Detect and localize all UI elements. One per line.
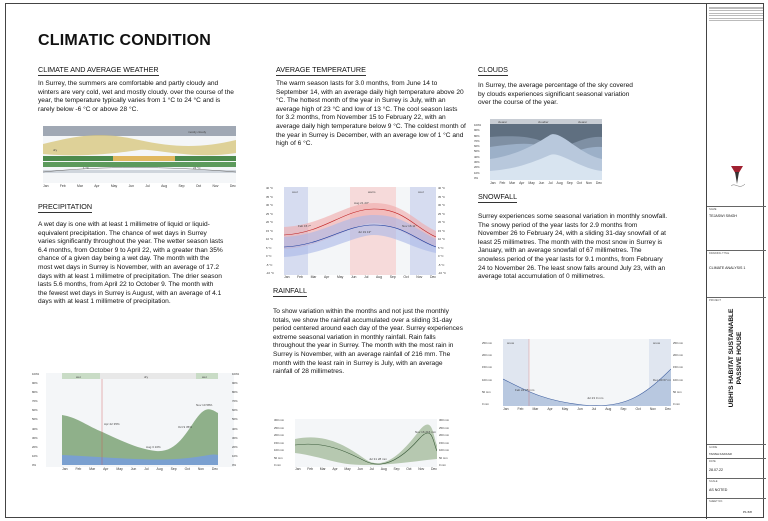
axis-tick-label: 40% [32, 426, 38, 431]
temp-annotation-nov16: Nov 16 11° [402, 224, 417, 228]
axis-tick-label: 90% [32, 381, 38, 386]
axis-tick-label: 10 °C [266, 237, 274, 241]
drawing-sheet [5, 3, 764, 518]
axis-tick-label: 80% [232, 390, 238, 395]
snow-annotation-dec30: Dec 30 67 mm [653, 378, 671, 382]
axis-tick-label: 0 mm [439, 463, 446, 467]
date-label: DATE [709, 460, 716, 463]
section-text-temperature: The warm season lasts for 3.0 months, from June 14 to September 14, with an average daily high temperature above 20 °C. The hottest month of the year in Surrey is July, with an average high of 23 °C and low of 13 °C. The cool season lasts for 3.2 months, from November 15 to February 22, with an average daily high temperature below 9 °C. The coldest month of the year in Surrey is December, with an average low of 1 °C and high of 6 °C. [276, 80, 466, 148]
axis-tick-label: 150 mm [439, 440, 450, 445]
month-label: Jul [548, 181, 553, 185]
axis-tick-label: 60% [32, 408, 38, 413]
axis-tick-label: 50 mm [482, 389, 491, 394]
month-label: Nov [649, 407, 656, 411]
section-text-precipitation: A wet day is one with at least 1 millimetre of liquid or liquid-equivalent precipitation. The chance of wet days in Surrey varies significantly throughout the year. The wetter season lasts 6.4 months, from October 9 to April 22, with a greater than 35% chance of a given day being a wet day. The month with the most wet days in Surrey is November, with an average of 17.2 days with at least 1 millimetre of precipitation. The drier season lasts 5.6 months, from April 22 to October 9. The month with the fewest wet days in Surrey is August, with an average of 4.1 days with at least 1 millimetre of precipitation. [38, 221, 224, 306]
section-text-snowfall: Surrey experiences some seasonal variation in monthly snowfall. The snowy period of the year lasts for 2.9 months from November 26 to February 24, with a sliding 31-day snowfall of at least 25 millimetres. The month with the most snow in Surrey is January, with an average snowfall of 67 millimetres. The snowless period of the year lasts for 9.1 months, from February 24 to November 26. The least snow falls around July 23, with an average total accumulation of 0 millimetres. [478, 213, 668, 281]
wet-annotation-nov10: Nov 10 58% [196, 403, 213, 407]
axis-tick-label: 150 mm [482, 365, 493, 370]
weather-summary-chart [43, 126, 236, 183]
axis-tick-label: 50 mm [673, 389, 682, 394]
section-heading-temperature: AVERAGE TEMPERATURE [276, 65, 366, 74]
project-label: PROJECT [709, 299, 722, 302]
section-heading-snowfall: SNOWFALL [478, 192, 518, 201]
scale-label: SCALE [709, 480, 718, 483]
axis-tick-label: 90% [232, 381, 238, 386]
rain-annotation-nov16: Nov 16 216 mm [415, 430, 437, 434]
month-label: Oct [403, 275, 409, 279]
month-label: May [116, 467, 123, 471]
month-label: Jan [284, 275, 290, 279]
axis-tick-label: 80% [32, 390, 38, 395]
axis-tick-label: 70% [32, 399, 38, 404]
month-label: Jan [43, 184, 49, 188]
month-label: Mar [89, 467, 96, 471]
drawing-title-label: DRAWING TITLE [709, 252, 730, 255]
month-label: Mar [310, 275, 317, 279]
axis-tick-label: 30% [32, 435, 38, 440]
month-label: Dec [664, 407, 671, 411]
month-label: Nov [212, 184, 219, 188]
month-label: Jan [503, 407, 509, 411]
month-label: Apr [519, 181, 525, 185]
weather-summary-svg [43, 126, 236, 183]
month-label: Apr [324, 275, 330, 279]
title-block [706, 4, 766, 519]
axis-tick-label: 40 °C [438, 186, 446, 190]
snowfall-svg [503, 339, 671, 406]
axis-tick-label: 50 mm [274, 455, 283, 460]
axis-tick-label: 0 mm [482, 401, 489, 406]
axis-tick-label: 30 °C [438, 203, 446, 207]
month-label: Jan [62, 467, 68, 471]
month-label: Jul [364, 275, 369, 279]
month-label: May [561, 407, 569, 411]
weather-label-cloudy: mostly cloudy [188, 130, 207, 134]
axis-tick-label: 10 °C [438, 237, 446, 241]
axis-tick-label: 100% [232, 372, 240, 376]
logo-icon [727, 160, 747, 190]
wet-days-chart [46, 373, 234, 467]
axis-tick-label: -10 °C [266, 271, 274, 275]
axis-tick-label: 60% [232, 408, 238, 413]
axis-tick-label: 60% [474, 144, 480, 149]
month-label: Sep [170, 467, 177, 471]
axis-tick-label: 250 mm [439, 425, 450, 430]
firm-logo [727, 160, 747, 195]
month-label: Apr [547, 407, 553, 411]
month-label: Mar [319, 467, 326, 471]
temperature-chart [284, 187, 436, 275]
wet-season-label-1: wet [76, 375, 81, 379]
axis-tick-label: 150 mm [274, 440, 285, 445]
drawing-title: CLIMATE ANALYSIS 1 [709, 266, 746, 270]
month-label: Dec [229, 184, 236, 188]
axis-tick-label: 0 °C [438, 254, 444, 258]
cloud-cover-svg [490, 119, 602, 180]
axis-tick-label: 0 mm [274, 463, 281, 467]
month-label: Jun [577, 407, 583, 411]
month-label: Aug [376, 275, 383, 279]
axis-tick-label: 50 mm [439, 455, 448, 460]
cloud-label-clearer-2: clearer [578, 120, 588, 124]
month-label: Jun [350, 275, 357, 279]
sheet-number: P1-5/8 [743, 510, 752, 514]
axis-tick-label: 50% [32, 417, 38, 422]
wet-days-svg [46, 373, 234, 467]
section-heading-precipitation: PRECIPITATION [38, 202, 93, 211]
month-label: Feb [297, 275, 303, 279]
section-text-rainfall: To show variation within the months and not just the monthly totals, we show the rainfall accumulated over a sliding 31-day period centered around each day of the year. Surrey experiences extreme seasonal variation in monthly rainfall. Rain falls throughout the year in Surrey. The month with the most rain in Surrey is November, with an average rainfall of 216 mm. The month with the least rain in Surrey is July, with an average rainfall of 28 millimetres. [273, 308, 463, 376]
month-label: May [528, 181, 535, 185]
month-label: Dec [429, 275, 436, 279]
month-label: Aug [156, 467, 163, 471]
rainfall-chart [295, 419, 437, 467]
axis-tick-label: 100 mm [439, 448, 450, 452]
sheet-label: SHEET NO. [709, 500, 723, 503]
wet-annotation-aug3: Aug 3 10% [146, 445, 161, 449]
weather-label-high: 24 °C [193, 166, 201, 170]
axis-tick-label: 20 °C [266, 220, 274, 224]
axis-tick-label: 300 mm [439, 418, 450, 422]
month-label: Mar [77, 184, 83, 188]
cloud-label-cloudier: cloudier [538, 120, 549, 124]
month-label: Mar [532, 407, 539, 411]
wet-season-label-2: wet [202, 375, 207, 379]
month-label: May [110, 184, 118, 188]
axis-tick-label: 200 mm [482, 353, 493, 358]
axis-tick-label: 0% [232, 462, 237, 467]
axis-tick-label: 70% [474, 138, 480, 143]
month-label: Oct [195, 184, 202, 188]
axis-tick-label: -10 °C [438, 271, 446, 275]
axis-tick-label: 200 mm [673, 353, 684, 358]
month-label: Jul [144, 467, 149, 471]
axis-tick-label: 30 °C [266, 203, 274, 207]
month-label: Dec [595, 181, 602, 185]
axis-tick-label: 15 °C [266, 228, 274, 233]
month-label: Mar [509, 181, 516, 185]
month-label: Jul [145, 184, 150, 188]
month-label: Nov [418, 467, 425, 471]
axis-tick-label: 100 mm [673, 377, 684, 382]
temp-season-warm: warm [368, 190, 376, 194]
section-text-clouds: In Surrey, the average percentage of the sky covered by clouds experiences significant seasonal variation over the course of the year. [478, 82, 633, 107]
section-heading-rainfall: RAINFALL [273, 286, 307, 295]
axis-tick-label: 300 mm [274, 418, 285, 422]
axis-tick-label: -5 °C [266, 262, 273, 267]
snow-season-label-1: snow [507, 341, 515, 345]
wet-annotation-oct9: Oct 9 35% [178, 425, 193, 429]
weather-label-low: 1 °C [83, 166, 89, 170]
axis-tick-label: 40% [232, 426, 238, 431]
temp-season-cool-2: cool [418, 190, 424, 194]
axis-tick-label: 25 °C [266, 211, 274, 216]
month-label: Oct [184, 467, 190, 471]
temp-annotation-feb15: Feb 15 7° [298, 224, 312, 228]
guide-label: GUIDE [709, 446, 718, 449]
month-label: Dec [430, 467, 437, 471]
month-label: May [336, 275, 344, 279]
page-title: CLIMATIC CONDITION [38, 32, 212, 49]
section-heading-clouds: CLOUDS [478, 65, 508, 74]
axis-tick-label: 5 °C [266, 245, 272, 250]
axis-tick-label: 20 °C [438, 220, 446, 224]
month-label: Dec [211, 467, 218, 471]
temp-season-cool-1: cool [292, 190, 298, 194]
month-label: Aug [161, 184, 168, 188]
month-label: Apr [103, 467, 109, 471]
month-label: Sep [620, 407, 627, 411]
axis-tick-label: 0 °C [266, 254, 272, 258]
month-label: Nov [416, 275, 423, 279]
month-label: Sep [566, 181, 573, 185]
scale-value: AS NOTED [709, 488, 728, 492]
axis-tick-label: 250 mm [274, 425, 285, 430]
month-label: Jun [128, 184, 135, 188]
axis-tick-label: 150 mm [673, 365, 684, 370]
axis-tick-label: 0 mm [673, 401, 680, 406]
axis-tick-label: -5 °C [438, 262, 445, 267]
axis-tick-label: 35 °C [266, 194, 274, 199]
temperature-svg [284, 187, 436, 275]
month-label: Aug [380, 467, 387, 471]
axis-tick-label: 40% [474, 154, 480, 159]
axis-tick-label: 5 °C [438, 245, 444, 250]
month-label: Jun [130, 467, 137, 471]
month-label: Feb [75, 467, 82, 471]
wet-annotation-apr22: Apr 22 35% [104, 422, 120, 426]
axis-tick-label: 20% [32, 444, 38, 449]
title-block-notes [709, 6, 763, 36]
month-label: Sep [389, 275, 396, 279]
month-label: Sep [178, 184, 185, 188]
axis-tick-label: 15 °C [438, 228, 446, 233]
snowfall-chart [503, 339, 671, 406]
month-label: Feb [59, 184, 66, 188]
axis-tick-label: 30% [232, 435, 238, 440]
month-label: Feb [499, 181, 506, 185]
axis-tick-label: 50% [232, 417, 238, 422]
axis-tick-label: 30% [474, 160, 480, 165]
axis-tick-label: 100 mm [482, 377, 493, 382]
weather-label-dry: dry [53, 148, 58, 152]
temp-annotation-aug21: Aug 21 23° [354, 201, 369, 205]
axis-tick-label: 20% [232, 444, 238, 449]
snow-season-label-2: snow [653, 341, 661, 345]
month-label: May [344, 467, 351, 471]
month-label: Oct [635, 407, 641, 411]
rain-annotation-jul31: Jul 31 28 mm [369, 457, 388, 461]
month-label: Apr [332, 467, 338, 471]
axis-tick-label: 90% [474, 128, 480, 133]
month-label: Jul [369, 467, 374, 471]
month-label: Jun [357, 467, 363, 471]
cloud-label-clearer-1: clearer [498, 120, 508, 124]
snow-annotation-jul23: Jul 23 0 mm [587, 396, 604, 400]
section-heading-climate: CLIMATE AND AVERAGE WEATHER [38, 65, 159, 74]
month-label: Nov [197, 467, 204, 471]
axis-tick-label: 50% [474, 149, 480, 154]
month-label: Oct [576, 181, 582, 185]
student-label: NAME [709, 208, 717, 211]
month-label: Jun [538, 181, 545, 185]
axis-tick-label: 200 mm [274, 433, 285, 437]
axis-tick-label: 40 °C [266, 186, 274, 190]
axis-tick-label: 10% [232, 453, 238, 458]
rainfall-svg [295, 419, 437, 467]
month-label: Jan [490, 181, 496, 185]
axis-tick-label: 100 mm [274, 448, 285, 452]
project-name: UBHI'S HABITAT SUSTAINABLE PASSIVE HOUSE [728, 308, 743, 408]
axis-tick-label: 35 °C [438, 194, 446, 199]
month-label: Aug [605, 407, 612, 411]
dry-season-label: dry [144, 375, 149, 379]
month-label: Apr [94, 184, 100, 188]
temp-annotation-jul19: Jul 19 13° [358, 230, 372, 234]
axis-tick-label: 200 mm [439, 433, 450, 437]
axis-tick-label: 250 mm [673, 341, 684, 345]
month-label: Jul [591, 407, 597, 411]
date-value: 28.07.22 [709, 468, 723, 472]
section-text-climate: In Surrey, the summers are comfortable and partly cloudy and winters are very cold, wet and mostly cloudy. over the course of the year, the temperature typically varies from 1 °C to 24 °C and is rarely below -6 °C or above 28 °C. [38, 80, 234, 113]
axis-tick-label: 10% [474, 170, 480, 175]
axis-tick-label: 20% [474, 165, 480, 170]
month-label: Feb [517, 407, 524, 411]
snow-annotation-feb24: Feb 24 25 mm [515, 388, 535, 392]
axis-tick-label: 0% [474, 175, 479, 180]
axis-tick-label: 70% [232, 399, 238, 404]
month-label: Jan [295, 467, 301, 471]
student-name: TEJASWI SINGH [709, 214, 737, 218]
axis-tick-label: 100% [32, 372, 40, 376]
axis-tick-label: 25 °C [438, 211, 446, 216]
month-label: Oct [406, 467, 412, 471]
axis-tick-label: 80% [474, 133, 480, 138]
month-label: Nov [585, 181, 592, 185]
axis-tick-label: 10% [32, 453, 38, 458]
month-label: Feb [307, 467, 314, 471]
month-label: Aug [556, 181, 563, 185]
axis-tick-label: 0% [32, 462, 37, 467]
axis-tick-label: 250 mm [482, 341, 493, 345]
guide-name: TANNA KAKKAR [709, 452, 732, 456]
month-label: Sep [393, 467, 400, 471]
axis-tick-label: 100% [474, 123, 482, 127]
cloud-cover-chart [490, 119, 602, 180]
